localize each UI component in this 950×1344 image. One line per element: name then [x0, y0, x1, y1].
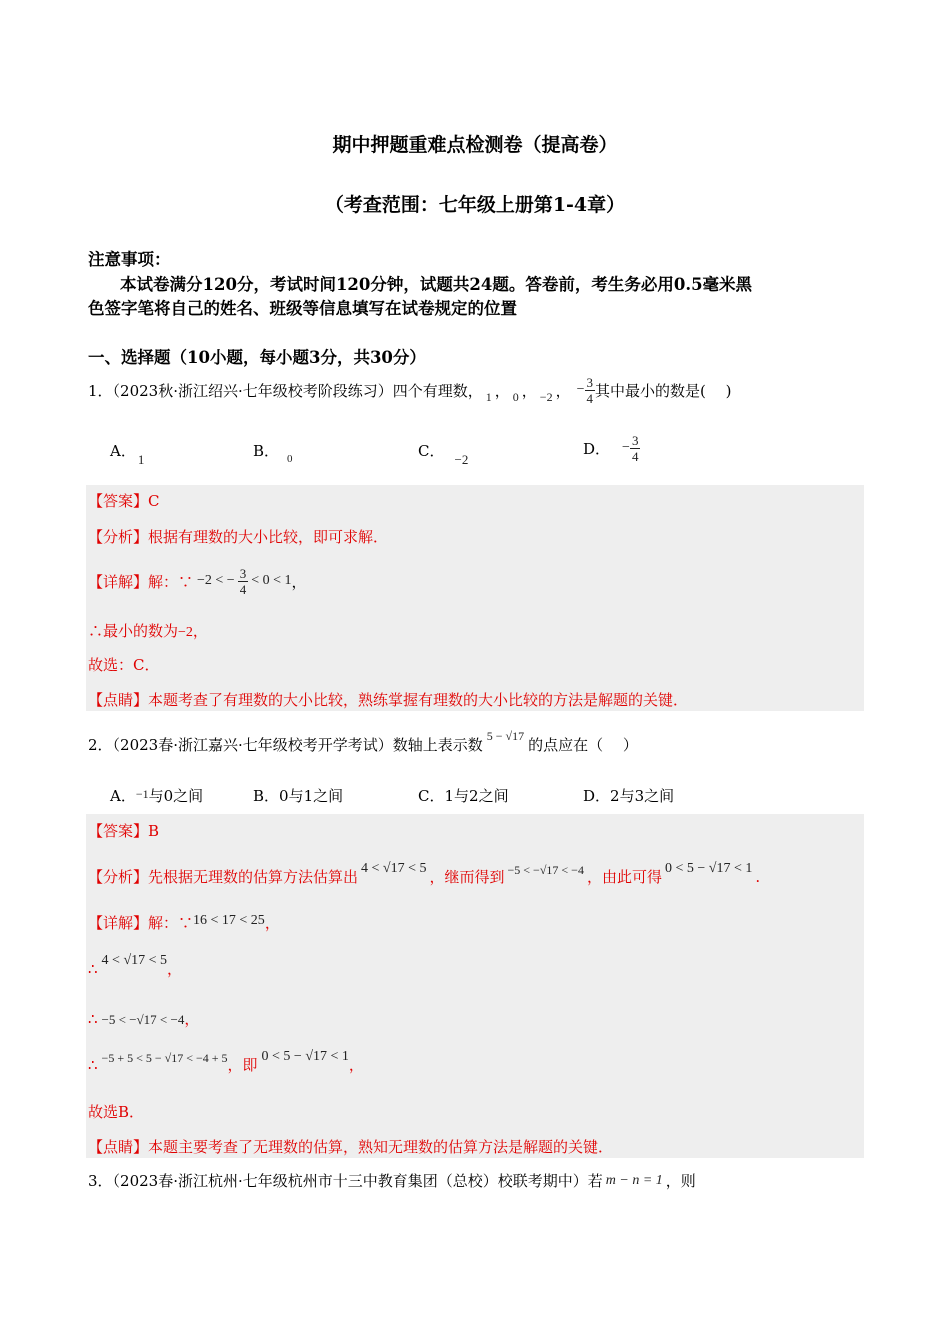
q2-comment: 【点睛】本题主要考查了无理数的估算，熟知无理数的估算方法是解题的关键． [88, 1138, 614, 1156]
question-2-stem: 2．（2023春·浙江嘉兴·七年级校考开学考试）数轴上表示数 $^{5 - √17}$ 的点应在（ ） [88, 729, 638, 754]
question-3-stem: 3．（2023春·浙江杭州·七年级杭州市十三中教育集团（总校）校联考期中）若 m − n = 1 ，则 [88, 1172, 696, 1190]
q1-step-1: ∴最小的数为−2， [88, 622, 208, 640]
q1-num-2: 0 [512, 389, 519, 404]
q2-step-1: ∴ 4 < √17 < 5， [88, 953, 183, 978]
q2-option-a[interactable]: A．$^{-1}$与0之间 [110, 787, 204, 805]
q2-analysis: 【分析】先根据无理数的估算方法估算出 4 < √17 < 5 ，继而得到 $^{-5 < -√17 < -4}$ ，由此可得 0 < 5 − √17 < 1 . [88, 861, 761, 886]
q2-detail: 【详解】解：∵16 < 17 < 25， [88, 913, 280, 932]
notice-line-2: 色签字笔将自己的姓名、班级等信息填写在试卷规定的位置 [88, 299, 517, 318]
q2-conclusion: 故选B． [88, 1103, 145, 1121]
q1-sep-1: ， [494, 381, 510, 400]
q1-num-1: 1 [485, 389, 492, 404]
q1-detail: 【详解】解：∵ −2 < − $\frac{3}{4}$ < 0 < 1 ， [88, 565, 307, 597]
q1-fraction: $\frac{3}{4}$ [586, 374, 593, 406]
q1-stem-suffix: 其中最小的数是( ) [595, 381, 732, 400]
page-title: 期中押题重难点检测卷（提高卷） [332, 134, 618, 156]
q1-stem-prefix: 1．（2023秋·浙江绍兴·七年级校考阶段练习）四个有理数， [88, 381, 483, 400]
q1-option-c[interactable]: C． −2 [418, 442, 469, 467]
q1-neg-sign: − [576, 382, 585, 397]
q1-comment: 【点睛】本题考查了有理数的大小比较，熟练掌握有理数的大小比较的方法是解题的关键． [88, 691, 689, 709]
q1-conclusion: 故选：C． [88, 656, 160, 674]
notice-line-1: 本试卷满分120分，考试时间120分钟，试题共24题。答卷前，考生务必用0.5毫米黑 [120, 275, 753, 294]
q2-option-c[interactable]: C．1与2之间 [418, 787, 509, 805]
exam-scope: （考查范围：七年级上册第1-4章） [324, 194, 626, 216]
q2-step-3: ∴ $^{-5 + 5 < 5 - √17 < -4 + 5}$，即 0 < 5 − √17 < 1， [88, 1049, 364, 1074]
q2-option-d[interactable]: D．2与3之间 [583, 787, 675, 805]
q1-option-b[interactable]: B． $_0$ [253, 442, 293, 465]
q1-num-3: −2 [539, 389, 553, 404]
q2-step-2: ∴ −5 < −√17 < −4， [88, 1010, 200, 1028]
q1-sep-3: ， [555, 381, 571, 400]
q1-answer: 【答案】C [88, 492, 160, 510]
q1-option-d[interactable]: D． − $\frac{3}{4}$ [583, 432, 639, 464]
section-heading: 一、选择题（10小题，每小题3分，共30分） [88, 348, 426, 367]
notice-heading: 注意事项： [88, 250, 171, 269]
q1-sep-2: ， [521, 381, 537, 400]
question-1-stem [88, 372, 731, 408]
q1-analysis: 【分析】根据有理数的大小比较，即可求解． [88, 528, 389, 546]
q1-option-a[interactable]: A． 1 [110, 442, 145, 467]
q2-option-b[interactable]: B．0与1之间 [253, 787, 344, 805]
q2-answer: 【答案】B [88, 822, 160, 840]
